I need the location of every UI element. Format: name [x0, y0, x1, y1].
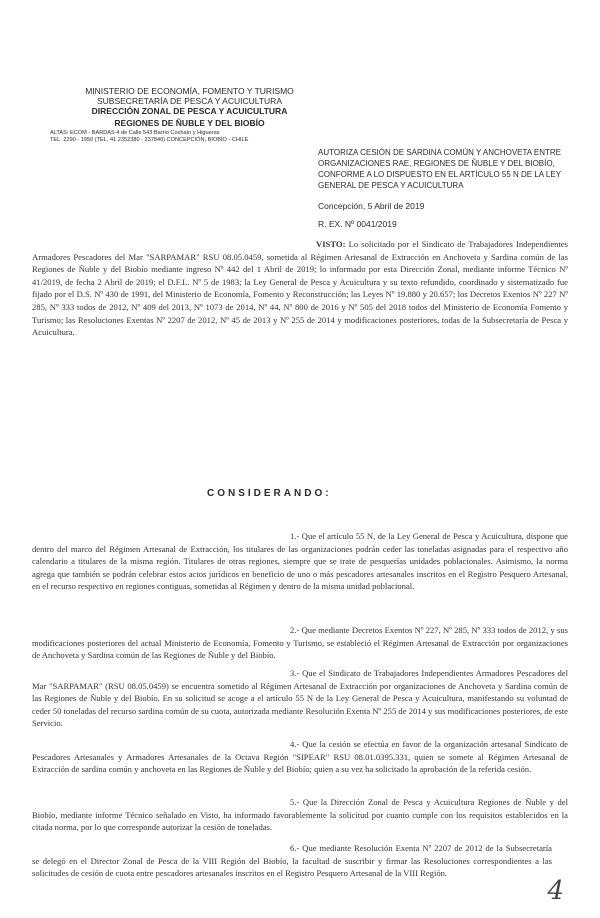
paragraph-number: 3.-: [290, 668, 300, 678]
paragraph-text: Que el artículo 55 N, de la Ley General de Pesca y Acuicultura, dispone que dentro del marco del Régimen Artesanal de Extracción, los titulares de las organizaciones podrán ceder las toneladas asignadas para el respectivo año calendario a titulares de la misma región. Titulares de otras regiones, siempre que se trate de pesquerías unidades poblacionales. Asimismo, la norma agrega que también se podrán celebrar estos actos jurídicos en beneficio de uno o más pescadores artesanales inscritos en el Registro Pesquero Artesanal, en el recurso respectivo en regiones contiguas, sometidas al Régimen y dentro de la misma unidad poblacional.: [32, 531, 568, 592]
paragraph-text: Que mediante Resolución Exenta Nº 2207 de 2012 de la Subsecretaría se delegó en el Director Zonal de Pesca de la VIII Región del Biobío, la facultad de suscribir y firmar las Resoluciones correspondientes a las solicitudes de cesión de cuota entre pescadores artesanales inscritos en el Registro Pesquero Artesanal de la VIII Región.: [32, 843, 552, 879]
page-number: 4: [547, 876, 564, 906]
paragraph-text: Que la cesión se efectúa en favor de la organización artesanal Sindicato de Pescadores Artesanales y Armadores Artesanales de la Octava Región "SIPEAR" RSU 08.01.0395.331, quien se somete al Régimen Artesanal de Extracción de sardina común y anchoveta en las Regiones de Ñuble y del Biobío; quien a su vez ha solicitado la aprobación de la referida cesión.: [32, 739, 568, 775]
paragraph-number: 1.-: [290, 531, 300, 541]
document-date: Concepción, 5 Abril de 2019: [318, 201, 425, 211]
considerando-paragraph-6: [32, 842, 552, 880]
considerando-paragraph-5: [32, 796, 568, 834]
paragraph-number: 2.-: [290, 625, 300, 635]
visto-text: Lo solicitado por el Sindicato de Trabajadores Independientes Armadores Pescadores del Mar "SARPAMAR" RSU 08.05.0459, sometida al Régimen Artesanal de Extracción en Anchoveta y Sardina común de las Regiones de Ñuble y del Biobío mediante ingreso Nº 442 del 1 Abril de 2019; lo informado por esta Dirección Zonal, mediante informe Técnico Nº 41/2019, de fecha 2 Abril de 2019; el D.F.L. Nº 5 de 1983; la Ley General de Pesca y Acuicultura y su texto refundido, coordinado y sistematizado fue fijado por el D.S. Nº 430 de 1991, del Ministerio de Economía, Fomento y Reconstrucción; las Leyes Nº 19.880 y 20.657; los Decretos Exentos Nº 227 Nº 285, Nº 333 todos de 2012, Nº 409 del 2013, Nº 1073 de 2014, Nº 44, Nº 800 de 2016 y Nº 505 del 2018 todos del Ministerio de Economía Fomento y Turismo; las Resoluciones Exentas Nº 2207 de 2012, Nº 45 de 2013 y Nº 255 de 2014 y modificaciones posteriores, todas de la Subsecretaría de Pesca y Acuicultura.: [32, 239, 568, 338]
paragraph-text: Que mediante Decretos Exentos Nº 227, Nº 285, Nº 333 todos de 2012, y sus modificaciones posteriores del actual Ministerio de Economía, Fomento y Turismo, se estableció el Régimen Artesanal de Extracción por organizaciones de Anchoveta y Sardina común de las Regiones de Ñuble y del Biobío.: [32, 625, 568, 661]
considerando-paragraph-4: [32, 738, 568, 776]
ministry-line: MINISTERIO DE ECONOMÍA, FOMENTO Y TURISMO: [85, 86, 294, 96]
paragraph-number: 4.-: [290, 739, 300, 749]
direccion-zonal-line: DIRECCIÓN ZONAL DE PESCA Y ACUICULTURA: [91, 106, 288, 116]
resolution-number: R. EX. Nº 0041/2019: [318, 219, 397, 229]
visto-paragraph: [32, 238, 568, 339]
address-line-1: ALTAS: ECOM - BARDAS 4 de Calle 543 Barrio Cochaín y Higueras: [50, 130, 220, 136]
reference-subject: AUTORIZA CESIÓN DE SARDINA COMÚN Y ANCHOVETA ENTRE ORGANIZACIONES RAE, REGIONES DE ÑUBLE Y DEL BIOBÍO, CONFORME A LO DISPUESTO EN EL ARTÍCULO 55 N DE LA LEY GENERAL DE PESCA Y ACUICULTURA: [318, 148, 562, 190]
subsecretaria-line: SUBSECRETARÍA DE PESCA Y ACUICULTURA: [96, 96, 282, 106]
visto-label: VISTO:: [316, 239, 346, 249]
paragraph-number: 5.-: [290, 797, 300, 807]
paragraph-number: 6.-: [290, 843, 300, 853]
paragraph-text: Que la Dirección Zonal de Pesca y Acuicultura Regiones de Ñuble y del Biobío, mediante informe Técnico señalado en Visto, ha informado favorablemente la solicitud por cuanto cumple con los requisitos establecidos en la citada norma, por lo que corresponde autorizar la cesión de toneladas.: [32, 797, 568, 833]
address-line-2: TEL: 2290 - 1950 (TEL. 41 2352380 - 237840) CONCEPCIÓN, BIOBÍO - CHILE: [50, 137, 249, 143]
paragraph-text: Que el Sindicato de Trabajadores Independientes Armadores Pescadores del Mar "SARPAMAR" (RSU 08.05.0459) se encuentra sometido al Régimen Artesanal de Extracción por organizaciones de Anchoveta y Sardina común de las Regiones de Ñuble y del Biobío. En su solicitud se acoge a el artículo 55 N de la Ley General de Pesca y Acuicultura, manifestando su voluntad de ceder 50 toneladas del recurso sardina común de su cuota, autorizada mediante Resolución Exenta Nº 255 de 2014 y sus modificaciones posteriores, de este Servicio.: [32, 668, 568, 729]
considerando-paragraph-3: [32, 667, 568, 730]
considerando-paragraph-1: [32, 530, 568, 593]
regiones-line: REGIONES DE ÑUBLE Y DEL BIOBÍO: [114, 118, 265, 128]
considerando-title: CONSIDERANDO:: [207, 488, 332, 499]
considerando-paragraph-2: [32, 624, 568, 662]
